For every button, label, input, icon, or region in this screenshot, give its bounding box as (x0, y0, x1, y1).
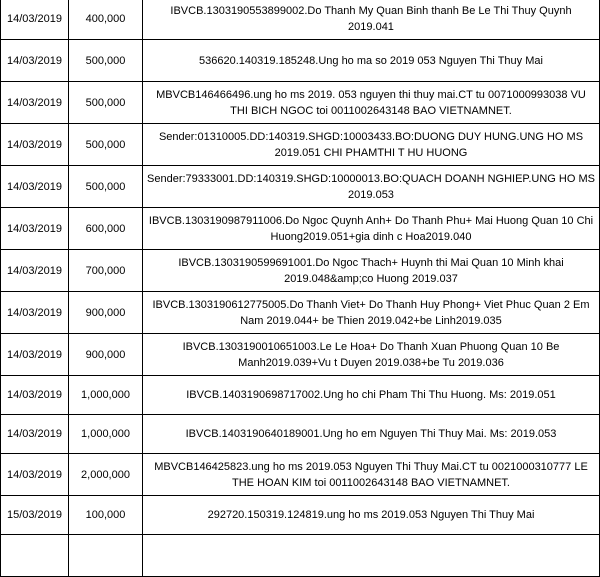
table-row (1, 334, 600, 376)
amount-cell (69, 535, 143, 577)
table-row (1, 454, 600, 496)
amount-cell: 500,000 (69, 82, 143, 124)
amount-cell: 100,000 (69, 496, 143, 535)
description-cell: IBVCB.1403190698717002.Ung ho chi Pham Thi Thu Huong. Ms: 2019.051 (143, 376, 600, 415)
amount-cell: 900,000 (69, 292, 143, 334)
date-cell: 14/03/2019 (1, 376, 69, 415)
description-cell: 536620.140319.185248.Ung ho ma so 2019 053 Nguyen Thi Thuy Mai (143, 40, 600, 82)
amount-cell: 1,000,000 (69, 376, 143, 415)
date-cell: 14/03/2019 (1, 124, 69, 166)
description-cell: 292720.150319.124819.ung ho ms 2019.053 Nguyen Thi Thuy Mai (143, 496, 600, 535)
date-cell: 14/03/2019 (1, 166, 69, 208)
date-cell: 14/03/2019 (1, 292, 69, 334)
amount-cell: 1,000,000 (69, 415, 143, 454)
amount-cell: 500,000 (69, 166, 143, 208)
amount-cell: 600,000 (69, 208, 143, 250)
amount-cell: 500,000 (69, 124, 143, 166)
description-cell: IBVCB.1303190612775005.Do Thanh Viet+ Do Thanh Huy Phong+ Viet Phuc Quan 2 Em Nam 2019.044+ be Thien 2019.042+be Linh2019.035 (143, 292, 600, 334)
date-cell: 14/03/2019 (1, 208, 69, 250)
amount-cell: 900,000 (69, 334, 143, 376)
amount-cell: 500,000 (69, 40, 143, 82)
description-cell: Sender:01310005.DD:140319.SHGD:10003433.BO:DUONG DUY HUNG.UNG HO MS 2019.051 CHI PHAMTHI T HU HUONG (143, 124, 600, 166)
description-cell: MBVCB146466496.ung ho ms 2019. 053 nguyen thi thuy mai.CT tu 0071000993038 VU THI BICH NGOC toi 0011002643148 BAO VIETNAMNET. (143, 82, 600, 124)
transactions-body (1, 0, 600, 577)
table-row (1, 496, 600, 535)
description-cell: IBVCB.1303190010651003.Le Le Hoa+ Do Thanh Xuan Phuong Quan 10 Be Manh2019.039+Vu t Duyen 2019.038+be Tu 2019.036 (143, 334, 600, 376)
table-row (1, 208, 600, 250)
table-row (1, 292, 600, 334)
date-cell: 14/03/2019 (1, 82, 69, 124)
date-cell (1, 535, 69, 577)
table-row (1, 535, 600, 577)
description-cell: MBVCB146425823.ung ho ms 2019.053 Nguyen Thi Thuy Mai.CT tu 0021000310777 LE THE HOAN KIM toi 0011002643148 BAO VIETNAMNET. (143, 454, 600, 496)
description-cell (143, 535, 600, 577)
table-row (1, 124, 600, 166)
table-row (1, 40, 600, 82)
table-row (1, 0, 600, 40)
description-cell: IBVCB.1303190599691001.Do Ngoc Thach+ Huynh thi Mai Quan 10 Minh khai 2019.048&amp;co Huong 2019.037 (143, 250, 600, 292)
description-cell: Sender:79333001.DD:140319.SHGD:10000013.BO:QUACH DOANH NGHIEP.UNG HO MS 2019.053 (143, 166, 600, 208)
table-row (1, 415, 600, 454)
amount-cell: 400,000 (69, 0, 143, 40)
description-cell: IBVCB.1403190640189001.Ung ho em Nguyen Thi Thuy Mai. Ms: 2019.053 (143, 415, 600, 454)
date-cell: 14/03/2019 (1, 415, 69, 454)
amount-cell: 2,000,000 (69, 454, 143, 496)
description-cell: IBVCB.1303190553899002.Do Thanh My Quan Binh thanh Be Le Thi Thuy Quynh 2019.041 (143, 0, 600, 40)
date-cell: 15/03/2019 (1, 496, 69, 535)
date-cell: 14/03/2019 (1, 454, 69, 496)
date-cell: 14/03/2019 (1, 40, 69, 82)
date-cell: 14/03/2019 (1, 250, 69, 292)
date-cell: 14/03/2019 (1, 0, 69, 40)
table-row (1, 82, 600, 124)
date-cell: 14/03/2019 (1, 334, 69, 376)
table-row (1, 250, 600, 292)
table-row (1, 376, 600, 415)
description-cell: IBVCB.1303190987911006.Do Ngoc Quynh Anh+ Do Thanh Phu+ Mai Huong Quan 10 Chi Huong2019.051+gia dinh c Hoa2019.040 (143, 208, 600, 250)
table-row (1, 166, 600, 208)
amount-cell: 700,000 (69, 250, 143, 292)
